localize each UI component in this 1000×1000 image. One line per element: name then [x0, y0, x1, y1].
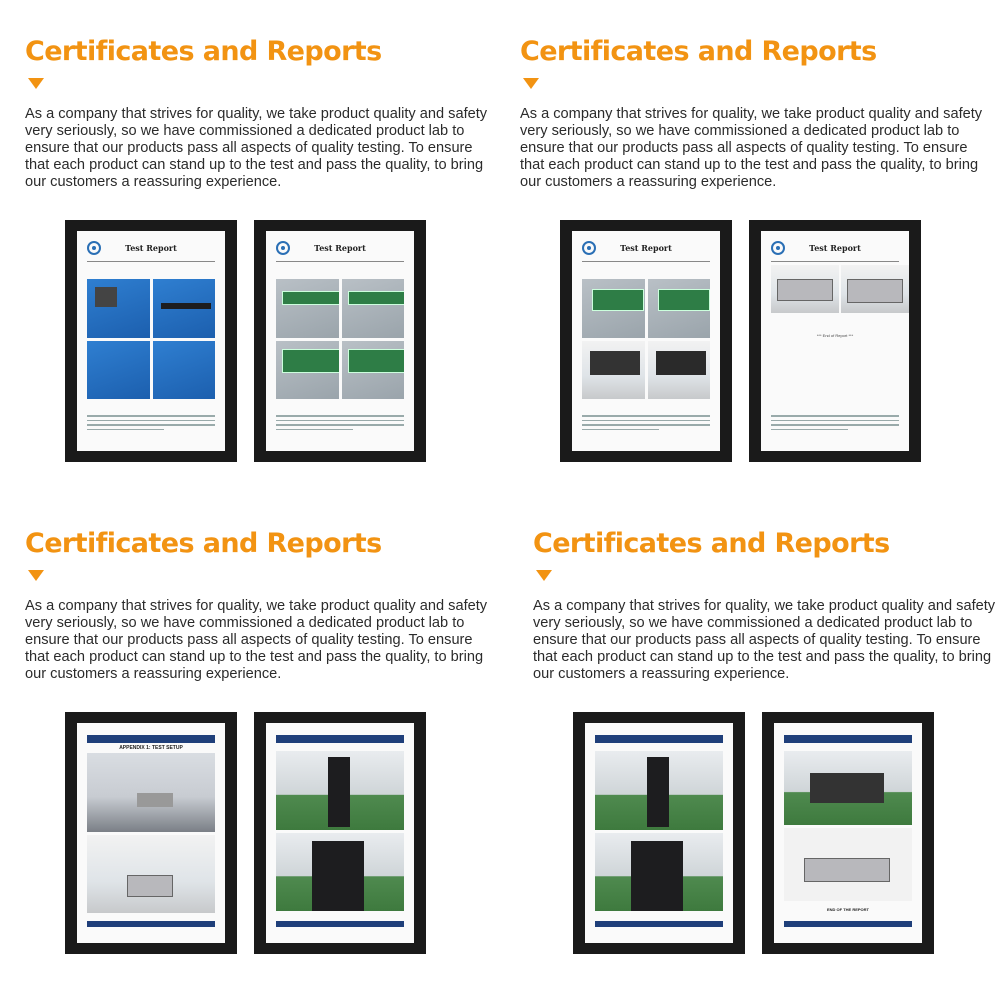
panel-bottom-left	[25, 492, 515, 982]
pcb-photo	[276, 279, 339, 338]
divider	[582, 261, 710, 262]
photo-grid	[276, 751, 404, 911]
footer-bar	[87, 921, 215, 927]
report-page	[266, 231, 414, 451]
report-footer	[771, 415, 899, 441]
section-paragraph: As a company that strives for quality, we take product quality and safety very seriously, so we have commissioned a dedicated product lab to ensure that our products pass all aspects of quality testing. To ensure that each product can stand up to the test and pass the quality, to bring our customers a reassuring experience.	[25, 598, 488, 682]
report-page	[77, 723, 225, 943]
report-header-bar	[87, 735, 215, 743]
report-frame-1	[65, 220, 237, 462]
pcb-photo	[582, 279, 645, 338]
photo-grid	[276, 279, 404, 399]
lab-photo	[87, 753, 215, 832]
divider	[87, 261, 215, 262]
device-photo	[648, 341, 711, 400]
section-title: Certificates and Reports	[25, 528, 382, 559]
battery-photo	[595, 833, 723, 912]
sample-photo	[153, 341, 216, 400]
report-title: Test Report	[620, 243, 672, 253]
report-footer	[276, 415, 404, 441]
divider	[276, 261, 404, 262]
footer-bar	[276, 921, 404, 927]
section-title: Certificates and Reports	[520, 36, 877, 67]
device-photo	[784, 828, 912, 902]
report-frame-1	[560, 220, 732, 462]
section-paragraph: As a company that strives for quality, we take product quality and safety very seriously, so we have commissioned a dedicated product lab to ensure that our products pass all aspects of quality testing. To ensure that each product can stand up to the test and pass the quality, to bring our customers a reassuring experience.	[533, 598, 996, 682]
caret-down-icon	[28, 78, 44, 89]
report-title: Test Report	[314, 243, 366, 253]
report-frame-2	[749, 220, 921, 462]
section-paragraph: As a company that strives for quality, we take product quality and safety very seriously, so we have commissioned a dedicated product lab to ensure that our products pass all aspects of quality testing. To ensure that each product can stand up to the test and pass the quality, to bring our customers a reassuring experience.	[25, 106, 488, 190]
report-page	[77, 231, 225, 451]
report-page	[585, 723, 733, 943]
panel-top-left	[25, 0, 515, 490]
end-of-report: *** End of Report ***	[816, 333, 854, 338]
footer-bar	[784, 921, 912, 927]
section-title: Certificates and Reports	[25, 36, 382, 67]
report-frame-1	[65, 712, 237, 954]
end-of-report: END OF THE REPORT	[826, 907, 869, 912]
photo-grid	[582, 279, 710, 399]
battery-photo	[595, 751, 723, 830]
report-frame-2	[254, 712, 426, 954]
sample-photo	[87, 341, 150, 400]
battery-photo	[276, 751, 404, 830]
report-page	[761, 231, 909, 451]
report-footer	[87, 415, 215, 441]
caret-down-icon	[28, 570, 44, 581]
footer-bar	[595, 921, 723, 927]
section-paragraph: As a company that strives for quality, we take product quality and safety very seriously, so we have commissioned a dedicated product lab to ensure that our products pass all aspects of quality testing. To ensure that each product can stand up to the test and pass the quality, to bring our customers a reassuring experience.	[520, 106, 983, 190]
report-page	[572, 231, 720, 451]
pcb-photo	[276, 341, 339, 400]
sample-photo	[153, 279, 216, 338]
panel-bottom-right	[533, 492, 1000, 982]
photo-grid	[87, 753, 215, 913]
battery-photo	[276, 833, 404, 912]
report-header-bar	[784, 735, 912, 743]
section-title: Certificates and Reports	[533, 528, 890, 559]
divider	[771, 261, 899, 262]
device-photo	[771, 265, 839, 313]
lab-photo	[87, 835, 215, 914]
report-header-bar	[595, 735, 723, 743]
caret-down-icon	[523, 78, 539, 89]
panel-top-right	[520, 0, 1000, 490]
report-frame-2	[254, 220, 426, 462]
photo-grid	[784, 751, 912, 901]
caret-down-icon	[536, 570, 552, 581]
pcb-photo	[342, 279, 405, 338]
report-title: Test Report	[125, 243, 177, 253]
report-frame-1	[573, 712, 745, 954]
photo-grid	[87, 279, 215, 399]
report-title: Test Report	[809, 243, 861, 253]
device-photo	[582, 341, 645, 400]
report-footer	[582, 415, 710, 441]
device-photo	[841, 265, 909, 313]
report-page	[774, 723, 922, 943]
appendix-heading: APPENDIX 1: TEST SETUP	[119, 745, 183, 751]
report-header-bar	[276, 735, 404, 743]
pcb-photo	[342, 341, 405, 400]
device-photo	[784, 751, 912, 825]
pcb-photo	[648, 279, 711, 338]
report-frame-2	[762, 712, 934, 954]
sample-photo	[87, 279, 150, 338]
photo-grid	[595, 751, 723, 911]
report-page	[266, 723, 414, 943]
